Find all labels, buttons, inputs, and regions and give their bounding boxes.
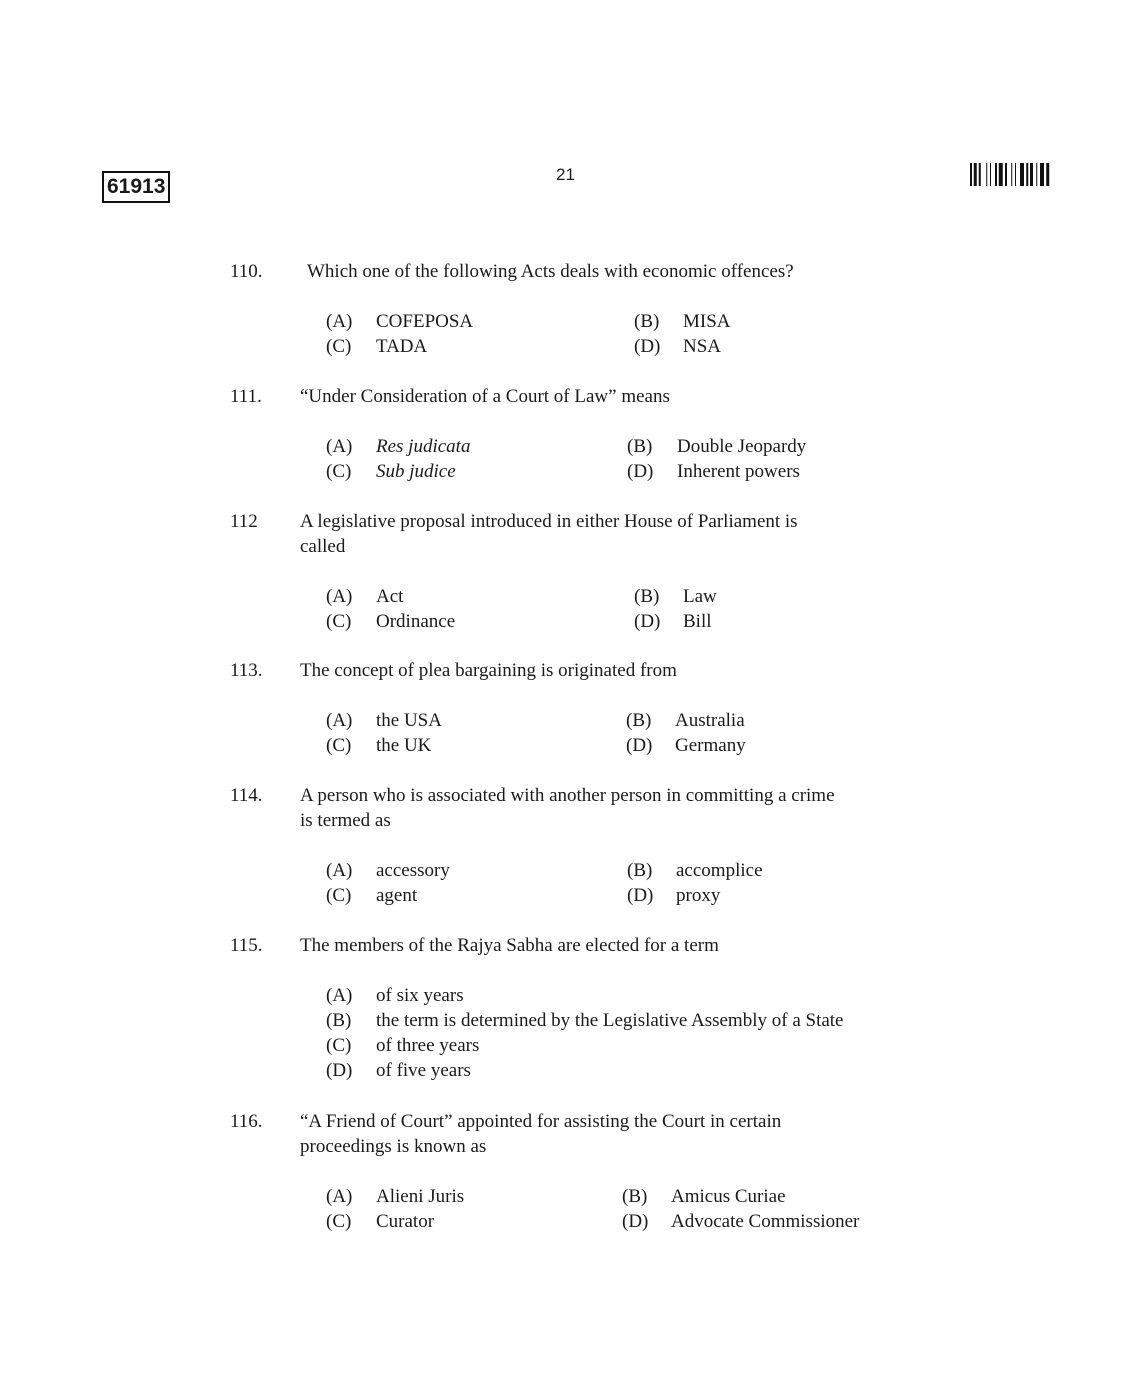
option-label: (C) — [326, 1211, 352, 1232]
option-text: Bill — [683, 611, 712, 632]
option-text: NSA — [683, 336, 722, 357]
paper-code-box: 61913 — [102, 171, 170, 203]
question-text: A person who is associated with another person in committing a crime — [300, 785, 835, 806]
question-number: 111. — [230, 386, 262, 407]
option-text: Australia — [675, 710, 745, 731]
option-label: (D) — [622, 1211, 649, 1232]
option-label: (B) — [634, 586, 660, 607]
question-number: 116. — [230, 1111, 263, 1132]
option-label: (D) — [626, 735, 653, 756]
option-text: of five years — [376, 1060, 471, 1081]
option-label: (B) — [634, 311, 660, 332]
option-text: agent — [376, 885, 418, 906]
option-label: (D) — [326, 1060, 353, 1081]
option-label: (B) — [627, 436, 653, 457]
option-text: Alieni Juris — [376, 1186, 465, 1207]
question-text: A legislative proposal introduced in either House of Parliament is — [300, 511, 798, 532]
option-text: Sub judice — [376, 461, 456, 482]
option-label: (C) — [326, 611, 352, 632]
option-text: COFEPOSA — [376, 311, 474, 332]
option-text: the term is determined by the Legislative Assembly of a State — [376, 1010, 844, 1031]
option-label: (C) — [326, 336, 352, 357]
option-text: Amicus Curiae — [671, 1186, 786, 1207]
question-number: 112 — [230, 511, 258, 532]
question-number: 114. — [230, 785, 263, 806]
option-label: (B) — [627, 860, 653, 881]
option-text: Curator — [376, 1211, 435, 1232]
option-label: (C) — [326, 735, 352, 756]
option-text: of six years — [376, 985, 464, 1006]
option-text: Double Jeopardy — [677, 436, 807, 457]
option-label: (A) — [326, 436, 353, 457]
question-text: Which one of the following Acts deals with economic offences? — [307, 261, 794, 282]
option-text: Advocate Commissioner — [671, 1211, 860, 1232]
option-label: (D) — [627, 885, 654, 906]
question-text: The concept of plea bargaining is originated from — [300, 660, 677, 681]
option-text: Ordinance — [376, 611, 456, 632]
option-text: TADA — [376, 336, 428, 357]
option-text: of three years — [376, 1035, 480, 1056]
question-text: proceedings is known as — [300, 1136, 487, 1157]
option-label: (D) — [634, 611, 661, 632]
option-label: (A) — [326, 311, 353, 332]
question-text: is termed as — [300, 810, 391, 831]
option-label: (A) — [326, 860, 353, 881]
option-text: Act — [376, 586, 404, 607]
question-text: “A Friend of Court” appointed for assisting the Court in certain — [300, 1111, 782, 1132]
option-label: (C) — [326, 461, 352, 482]
option-text: accomplice — [676, 860, 763, 881]
question-text: “Under Consideration of a Court of Law” means — [300, 386, 670, 407]
option-text: MISA — [683, 311, 731, 332]
option-label: (A) — [326, 710, 353, 731]
option-label: (C) — [326, 1035, 352, 1056]
option-text: Res judicata — [376, 436, 471, 457]
barcode-icon — [970, 163, 1050, 186]
option-text: the USA — [376, 710, 442, 731]
option-text: accessory — [376, 860, 450, 881]
question-number: 110. — [230, 261, 263, 282]
option-label: (A) — [326, 985, 353, 1006]
option-text: the UK — [376, 735, 432, 756]
option-label: (B) — [326, 1010, 352, 1031]
option-text: Law — [683, 586, 717, 607]
question-text: The members of the Rajya Sabha are elected for a term — [300, 935, 719, 956]
option-label: (C) — [326, 885, 352, 906]
option-label: (B) — [626, 710, 652, 731]
option-label: (B) — [622, 1186, 648, 1207]
question-text: called — [300, 536, 346, 557]
page-number: 21 — [556, 165, 575, 184]
option-text: Germany — [675, 735, 746, 756]
question-number: 113. — [230, 660, 263, 681]
option-label: (A) — [326, 586, 353, 607]
option-label: (A) — [326, 1186, 353, 1207]
question-number: 115. — [230, 935, 263, 956]
option-label: (D) — [627, 461, 654, 482]
option-text: proxy — [676, 885, 721, 906]
option-label: (D) — [634, 336, 661, 357]
option-text: Inherent powers — [677, 461, 800, 482]
